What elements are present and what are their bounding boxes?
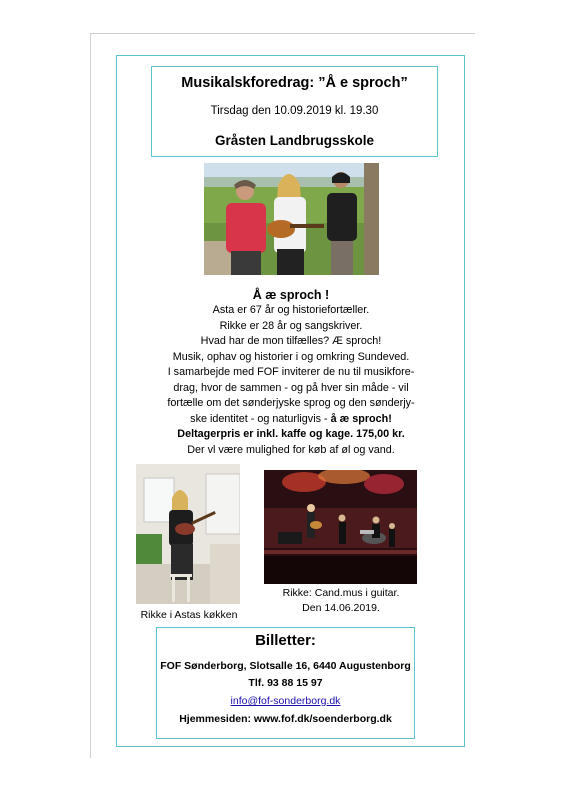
description-line-part: ske identitet - og naturligvis -	[190, 412, 331, 425]
event-description	[128, 287, 454, 458]
description-line: fortælle om det sønderjyske sprog og den sønderjy-	[167, 397, 415, 409]
concert-caption-line: Rikke: Cand.mus i guitar.	[282, 587, 400, 599]
header-box	[151, 66, 438, 157]
event-venue: Gråsten Landbrugsskole	[214, 133, 375, 148]
tickets-phone: Tlf. 93 88 15 97	[248, 677, 323, 689]
tickets-box	[156, 627, 415, 739]
page-edge	[90, 33, 91, 758]
kitchen-caption: Rikke i Astas køkken	[140, 609, 238, 621]
kitchen-photo	[136, 464, 240, 604]
concert-caption	[256, 586, 426, 616]
description-line: I samarbejde med FOF inviterer de nu til musikfore-	[167, 366, 415, 378]
concert-photo	[264, 470, 417, 584]
event-date: Tirsdag den 10.09.2019 kl. 19.30	[210, 105, 379, 117]
description-line: Der vl være mulighed for køb af øl og vand.	[187, 443, 395, 456]
event-title: Musikalskforedrag: ”Å e sproch”	[181, 75, 408, 91]
description-line: Hvad har de mon tilfælles? Æ sproch!	[200, 335, 382, 347]
price-line: Deltagerpris er inkl. kaffe og kage. 175,00 kr.	[177, 428, 405, 440]
description-line: Musik, ophav og historier i og omkring Sundeved.	[172, 350, 410, 363]
tickets-website: Hjemmesiden: www.fof.dk/soenderborg.dk	[179, 713, 392, 725]
description-line: drag, hvor de sammen - og på hver sin måde - vil	[173, 381, 409, 394]
page-edge	[90, 33, 475, 34]
concert-caption-line: Den 14.06.2019.	[302, 602, 380, 614]
description-heading: Å æ sproch !	[252, 288, 330, 302]
tickets-title: Billetter:	[255, 632, 316, 649]
description-emphasis: å æ sproch!	[330, 412, 392, 425]
tickets-email-link[interactable]: info@fof-sonderborg.dk	[230, 695, 341, 707]
description-line	[128, 412, 454, 428]
tickets-address: FOF Sønderborg, Slotsalle 16, 6440 Augustenborg	[160, 660, 411, 672]
main-photo	[204, 163, 379, 275]
description-line: Rikke er 28 år og sangskriver.	[219, 319, 363, 332]
description-line: Asta er 67 år og historiefortæller.	[212, 304, 370, 316]
